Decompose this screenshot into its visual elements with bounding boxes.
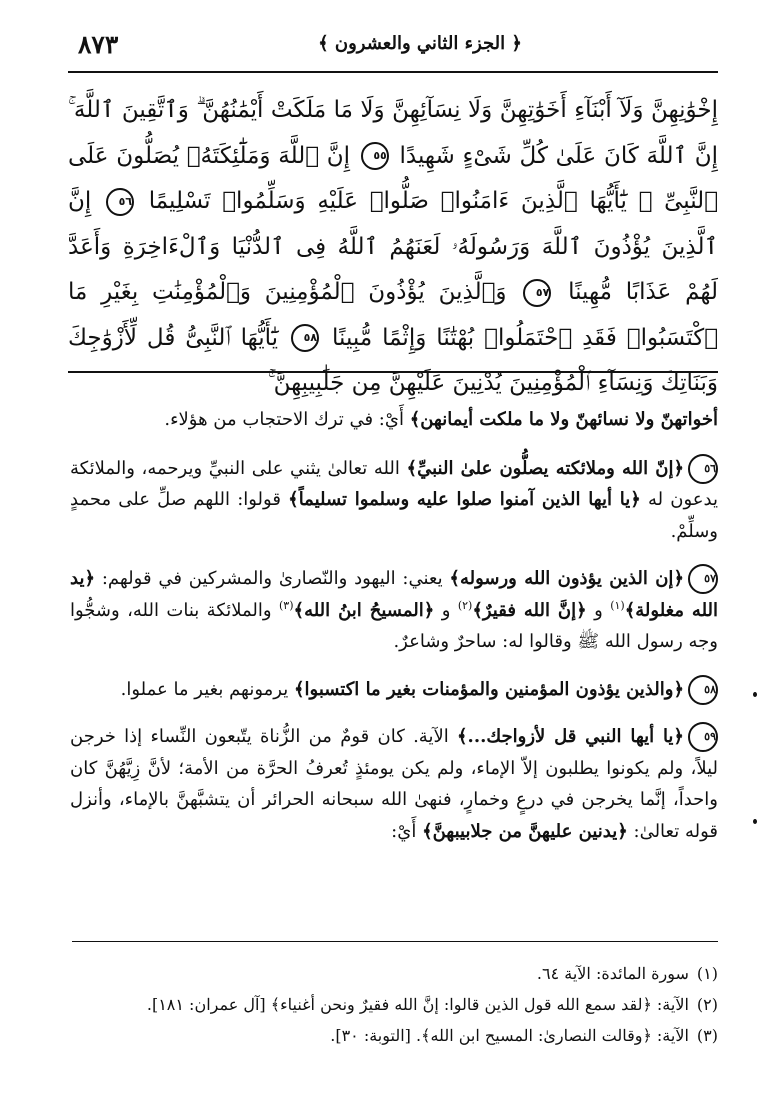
quran-divider-rule [68,371,718,373]
commentary-text: الآية. كان قومٌ من الزُّناة يتّبعون النِّساء إذا خرجن ليلاً، ولم يكونوا يطلبون إلاّ الإماء، ولم يكن يومئذٍ تُعرفُ الحرَّة من الأمة؛ لأنَّ زِيَّهُنَّ كان واحداً، إنَّما يخرجن في درعٍ وخمارٍ، فنهىٰ الله سبحانه الحرائر أن يتشبَّهنَّ بالإماء، وأنزل قوله تعالىٰ: [70,726,718,842]
quran-line-2a: عَلَىٰ كُلِّ شَىْءٍ شَهِيدًا [399,142,597,169]
verse-number-badge: ٥٦ [688,454,718,484]
running-head: ﴿ الجزء الثاني والعشرون ﴾ [318,33,522,54]
quran-line-3b: إِنَّ ٱلَّذِينَ يُؤْذُونَ ٱللَّهَ وَرَسُولَهُۥ لَعَنَهُمُ ٱللَّهُ فِى ٱلدُّنْيَا وَٱلْءَاخِرَةِ وَأَعَدَّ لَهُمْ [68,188,719,305]
quran-line-2b: إِنَّ ٱللَّهَ وَمَلَٰٓئِكَتَهُۥ يُصَلُّونَ عَلَى ٱلنَّبِىِّ ۚ يَٰٓأَيُّهَا ٱلَّذِينَ ءَامَنُوا۟ صَلُّوا۟ [68,142,718,214]
footnote-ref-1[interactable]: (١) [610,598,625,612]
quote-bold: ﴿يا أيها الذين آمنوا صلوا عليه وسلموا تسليماً﴾ [288,489,641,510]
verse-number-badge: ٥٨ [688,675,718,705]
commentary-text: والملائكة بنات الله، وشجُّوا وجه رسول الله ﷺ وقالوا له: ساحرٌ وشاعرٌ. [70,599,718,652]
commentary-text: و [586,599,611,621]
quran-line-5a: ٱحْتَمَلُوا۟ بُهْتَٰنًا وَإِثْمًا مُّبِينًا [332,324,573,351]
commentary-paragraph-58 [70,674,718,706]
quran-line-6: مِن جَلَٰبِيبِهِنَّ ۚ [267,370,382,396]
footnote-2 [72,989,718,1020]
commentary-block [70,404,718,863]
quran-line-1: إِخْوَٰنِهِنَّ وَلَآ أَبْنَآءِ أَخَوَٰتِهِنَّ وَلَا نِسَآئِهِنَّ وَلَا مَا مَلَكَتْ أَيْمَٰنُهُنَّ ۗ وَٱتَّقِينَ ٱللَّهَ ۚ إِنَّ ٱللَّهَ كَانَ [68,97,718,169]
footnote-rule [72,941,718,942]
footnote-number: (١) [696,964,718,983]
scan-speck [753,819,757,824]
quote-bold: أخواتهنّ ولا نسائهنّ ولا ما ملكت أيمانهن﴾ [409,409,718,430]
commentary-text: يرمونهم بغير ما عملوا. [120,678,294,700]
quote-bold: ﴿يدنين عليهنَّ من جلابيبهنَّ﴾ [422,820,628,842]
verse-number-58: ٥٨ [291,324,319,352]
footnote-3 [72,1020,718,1051]
footnote-ref-3[interactable]: (٣) [279,598,294,612]
quote-bold: ﴿والذين يؤذون المؤمنين والمؤمنات بغير ما اكتسبوا﴾ [293,678,684,700]
quran-text-block [68,88,718,407]
commentary-paragraph-56 [70,453,718,548]
footnotes [72,958,718,1051]
header-rule [68,71,718,73]
footnote-ref-2[interactable]: (٢) [457,598,473,612]
footnote-1 [72,958,718,989]
verse-number-55: ٥٥ [361,142,389,170]
quote-bold: ﴿إنَّ الله فقيرٌ﴾ [472,599,587,621]
commentary-text: قولوا: اللهم صلِّ على محمدٍ وسلِّمْ. [70,489,718,542]
quote-bold: ﴿إن الذين يؤذون الله ورسوله﴾ [449,568,684,589]
quran-line-3a: عَلَيْهِ وَسَلِّمُوا۟ تَسْلِيمًا [148,188,358,214]
verse-number-57: ٥٧ [523,279,551,307]
commentary-paragraph-59 [70,721,718,847]
quote-bold: ﴿يد الله مغلولة﴾ [70,568,719,621]
commentary-text: و [434,599,458,621]
verse-number-badge: ٥٩ [688,722,718,752]
commentary-text: أَيْ: في ترك الاحتجاب من هؤلاء. [164,409,410,430]
quote-bold: ﴿المسيحُ ابنُ الله﴾ [293,599,435,621]
commentary-paragraph-1 [70,404,718,436]
footnote-text: الآية: ﴿وقالت النصارىٰ: المسيح ابن الله﴾. [التوبة: ٣٠]. [330,1026,689,1045]
commentary-text: الله تعالىٰ يثني على النبيِّ ويرحمه، والملائكة يدعون له [70,457,718,510]
quran-line-4a: عَذَابًا مُّهِينًا [568,279,672,305]
commentary-text: أَيْ: [391,820,423,842]
commentary-text: يعني: اليهود والنّصارىٰ والمشركين في قولهم: [95,568,450,589]
quote-bold: ﴿إنّ الله وملائكته يصلُّون علىٰ النبيِّ﴾ [406,457,685,479]
page-number: ٨٧٣ [78,30,119,59]
quran-line-5b: يَٰٓأَيُّهَا ٱلنَّبِىُّ قُل لِّأَزْوَٰجِكَ وَبَنَاتِكَ وَنِسَآءِ ٱلْمُؤْمِنِينَ يُدْنِينَ عَلَيْهِنَّ [68,324,718,396]
verse-number-badge: ٥٧ [688,564,718,594]
quote-bold: ﴿يا أيها النبي قل لأزواجك...﴾ [457,726,684,747]
footnote-number: (٣) [696,1026,718,1045]
quran-line-4b: وَٱلَّذِينَ يُؤْذُونَ ٱلْمُؤْمِنِينَ وَٱلْمُؤْمِنَٰتِ بِغَيْرِ مَا ٱكْتَسَبُوا۟ فَقَدِ [68,279,719,351]
footnote-text: الآية: ﴿لقد سمع الله قول الذين قالوا: إنَّ الله فقيرٌ ونحن أغنياء﴾ [آل عمران: ١٨١]. [146,995,689,1014]
commentary-paragraph-57 [70,563,718,658]
verse-number-56: ٥٦ [106,188,134,216]
scan-speck [753,692,757,697]
footnote-text: سورة المائدة: الآية ٦٤. [536,964,689,983]
footnote-number: (٢) [696,995,718,1014]
